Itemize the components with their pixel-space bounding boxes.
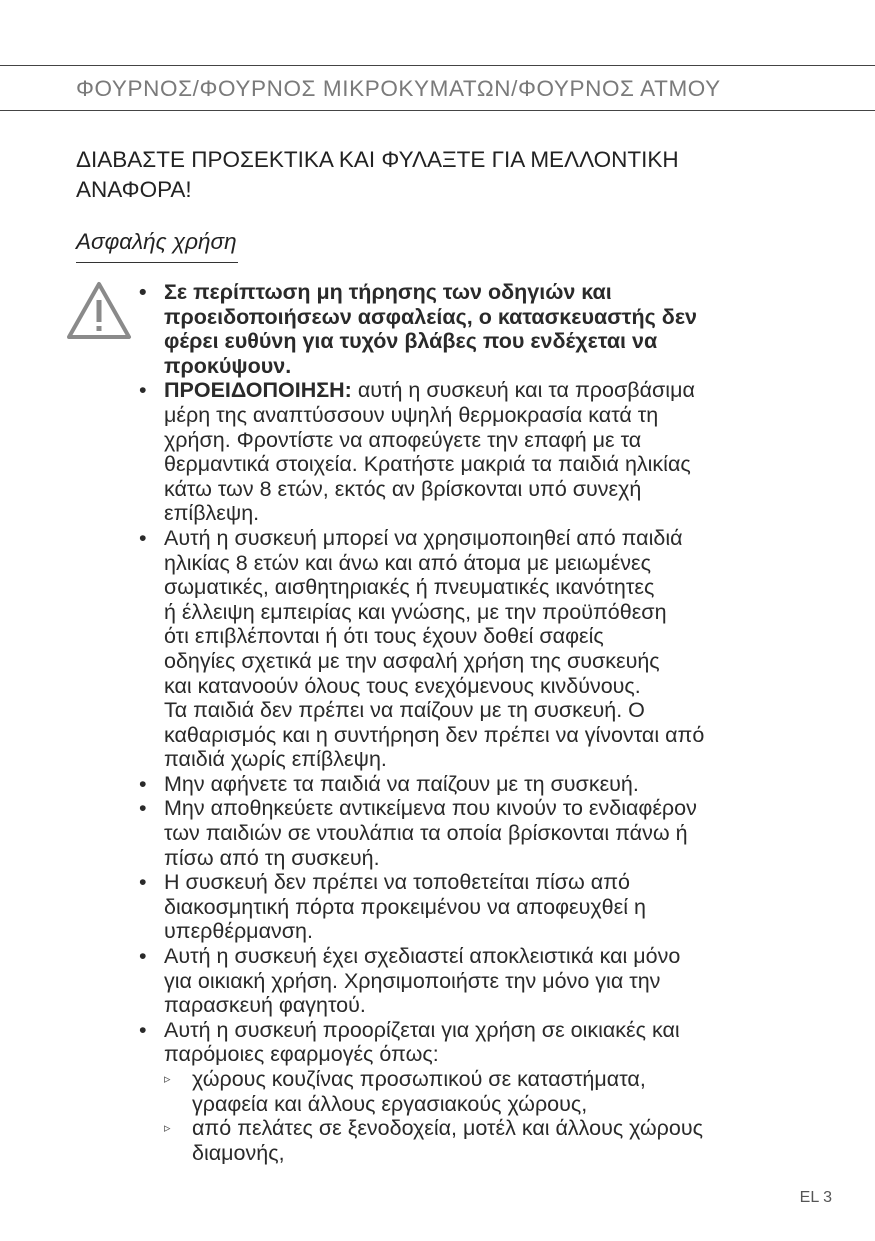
list-item (139, 526, 809, 772)
list-item-text: Τα παιδιά δεν πρέπει να παίζουν με τη συσκευή. Ο (164, 698, 645, 723)
list-item-text: καθαρισμός και η συντήρηση δεν πρέπει να γίνονται από (164, 722, 705, 747)
list-item (139, 944, 809, 1018)
list-item-text: αυτή η συσκευή και τα προσβάσιμα (351, 378, 695, 403)
page-header-title: ΦΟΥΡΝΟΣ/ΦΟΥΡΝΟΣ ΜΙΚΡΟΚΥΜΑΤΩΝ/ΦΟΥΡΝΟΣ ΑΤΜΟΥ (76, 76, 721, 101)
list-item (139, 280, 809, 378)
list-item-text: παιδιά χωρίς επίβλεψη. (164, 747, 387, 772)
warning-label: ΠΡΟΕΙΔΟΠΟΙΗΣΗ: (164, 378, 352, 403)
triangle-bullet-icon: ▹ (164, 1120, 171, 1136)
list-item-text: προκύψουν. (164, 353, 292, 378)
list-item-text: υπερθέρμανση. (164, 919, 313, 944)
list-item-text: Μην αφήνετε τα παιδιά να παίζουν με τη συσκευή. (164, 771, 639, 796)
section-title: Ασφαλής χρήση (76, 229, 237, 254)
list-item-text: παρόμοιες εφαρμογές όπως: (164, 1042, 439, 1067)
list-item-text: σωματικές, αισθητηριακές ή πνευματικές ικανότητες (164, 575, 655, 600)
list-item-text: προειδοποιήσεων ασφαλείας, ο κατασκευαστής δεν (164, 304, 697, 329)
list-item-text: των παιδιών σε ντουλάπια τα οποία βρίσκονται πάνω ή (164, 821, 688, 846)
list-item-text: Η συσκευή δεν πρέπει να τοποθετείται πίσω από (164, 870, 631, 895)
bullet-icon: • (139, 280, 147, 304)
bullet-icon: • (139, 870, 147, 895)
main-heading-line: ΔΙΑΒΑΣΤΕ ΠΡΟΣΕΚΤΙΚΑ ΚΑΙ ΦΥΛΑΞΤΕ ΓΙΑ ΜΕΛΛΟΝΤΙΚΗ (76, 147, 679, 172)
triangle-bullet-icon: ▹ (164, 1071, 171, 1086)
warning-triangle-icon (66, 280, 132, 340)
list-item-text: διακοσμητική πόρτα προκειμένου να αποφευχθεί η (164, 894, 646, 919)
list-item-text: φέρει ευθύνη για τυχόν βλάβες που ενδέχεται να (164, 329, 658, 354)
list-item-text: παρασκευή φαγητού. (164, 993, 366, 1018)
page-number: EL 3 (799, 1189, 832, 1206)
sub-list-item (164, 1067, 809, 1116)
sub-list-item-text: διαμονής, (192, 1140, 285, 1165)
list-item-text: ηλικίας 8 ετών και άνω και από άτομα με μειωμένες (164, 550, 651, 575)
sub-list-item-text: από πελάτες σε ξενοδοχεία, μοτέλ και άλλους χώρους (192, 1116, 703, 1141)
sub-list-item-text: γραφεία και άλλους εργασιακούς χώρους, (192, 1091, 588, 1116)
main-heading-line: ΑΝΑΦΟΡΑ! (76, 177, 192, 202)
list-item-text: για οικιακή χρήση. Χρησιμοποιήστε την μόνο για την (164, 968, 661, 993)
list-item-text: χρήση. Φροντίστε να αποφεύγετε την επαφή με τα (164, 427, 642, 452)
list-item-text: οδηγίες σχετικά με την ασφαλή χρήση της συσκευής (164, 648, 660, 673)
sub-list-item-text: χώρους κουζίνας προσωπικού σε καταστήματα, (192, 1067, 646, 1091)
list-item-text: Αυτή η συσκευή μπορεί να χρησιμοποιηθεί από παιδιά (164, 525, 683, 550)
header-bottom-rule (0, 110, 875, 111)
bullet-icon: • (139, 771, 147, 796)
main-heading (76, 145, 776, 205)
header-top-rule (0, 65, 875, 66)
section-title-underline (76, 262, 238, 263)
list-item-text: πίσω από τη συσκευή. (164, 845, 380, 870)
list-item-text: ότι επιβλέπονται ή ότι τους έχουν δοθεί σαφείς (164, 624, 604, 649)
bullet-icon: • (139, 944, 147, 969)
list-item-text: Αυτή η συσκευή προορίζεται για χρήση σε οικιακές και (164, 1017, 680, 1042)
bullet-icon: • (139, 1017, 147, 1042)
bullet-icon: • (139, 525, 147, 550)
bullet-icon: • (139, 378, 147, 403)
list-item-text: Μην αποθηκεύετε αντικείμενα που κινούν το ενδιαφέρον (164, 796, 697, 821)
safety-instructions-list (139, 280, 809, 1165)
bullet-icon: • (139, 796, 147, 821)
list-item-text: ή έλλειψη εμπειρίας και γνώσης, με την προϋπόθεση (164, 599, 667, 624)
list-item-text: και κατανοούν όλους τους ενεχόμενους κινδύνους. (164, 673, 641, 698)
list-item-text: Αυτή η συσκευή έχει σχεδιαστεί αποκλειστικά και μόνο (164, 944, 681, 969)
list-item-text: κάτω των 8 ετών, εκτός αν βρίσκονται υπό συνεχή (164, 476, 642, 501)
list-item (139, 870, 809, 944)
list-item-text: Σε περίπτωση μη τήρησης των οδηγιών και (164, 280, 612, 304)
list-item (139, 772, 809, 797)
list-item (139, 1018, 809, 1166)
list-item-text: επίβλεψη. (164, 501, 260, 526)
list-item (139, 378, 809, 526)
sub-list-item (164, 1116, 809, 1165)
list-item-text: θερμαντικά στοιχεία. Κρατήστε μακριά τα παιδιά ηλικίας (164, 452, 691, 477)
list-item-text: μέρη της αναπτύσσουν υψηλή θερμοκρασία κατά τη (164, 402, 659, 427)
list-item (139, 796, 809, 870)
